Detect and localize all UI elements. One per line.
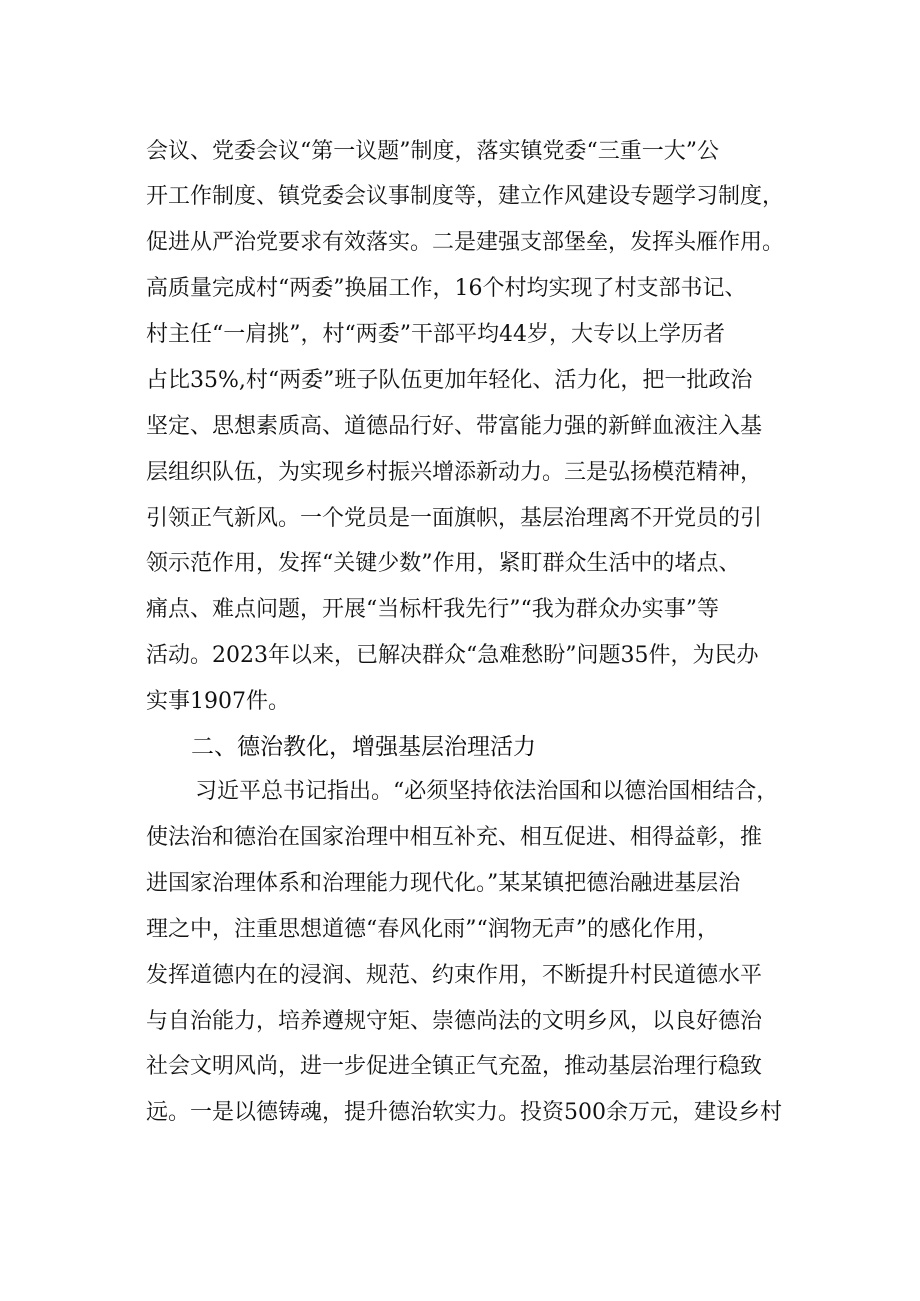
paragraph1-line-3: 促进从严治党要求有效落实。二是建强支部堡垒，发挥头雁作用。 [146,230,785,255]
paragraph1-line-10: 领示范作用，发挥“关键少数”作用，紧盯群众生活中的堵点、 [146,551,741,576]
paragraph2-line-5: 发挥道德内在的浸润、规范、约束作用，不断提升村民道德水平 [146,963,763,988]
paragraph1-line-6: 占比35%,村“两委”班子队伍更加年轻化、活力化，把一批政治 [146,368,753,393]
paragraph2-line-7: 社会文明风尚，进一步促进全镇正气充盈，推动基层治理行稳致 [146,1054,763,1079]
paragraph1-line-5: 村主任“一肩挑”，村“两委”干部平均44岁，大专以上学历者 [146,322,725,347]
paragraph1-line-7: 坚定、思想素质高、道德品行好、带富能力强的新鲜血液注入基 [146,414,763,439]
paragraph1-line-1: 会议、党委会议“第一议题”制度，落实镇党委“三重一大”公 [146,139,719,164]
paragraph1-line-13: 实事1907件。 [146,689,290,714]
paragraph2-line-1: 习近平总书记指出。“必须坚持依法治国和以德治国相结合， [195,779,779,804]
paragraph2-line-4: 理之中，注重思想道德“春风化雨”“润物无声”的感化作用， [146,917,719,942]
section-heading: 二、德治教化，增强基层治理活力 [191,734,536,760]
paragraph1-line-9: 引领正气新风。一个党员是一面旗帜，基层治理离不开党员的引 [146,506,763,531]
paragraph1-line-11: 痛点、难点问题，开展“当标杆我先行”“我为群众办实事”等 [146,597,719,622]
paragraph1-line-8: 层组织队伍，为实现乡村振兴增添新动力。三是弘扬模范精神， [146,460,763,485]
paragraph1-line-2: 开工作制度、镇党委会议事制度等，建立作风建设专题学习制度， [146,184,785,209]
paragraph2-line-6: 与自治能力，培养遵规守矩、崇德尚法的文明乡风，以良好德治 [146,1009,763,1034]
paragraph2-line-2: 使法治和德治在国家治理中相互补充、相互促进、相得益彰，推 [146,825,763,850]
paragraph2-line-3: 进国家治理体系和治理能力现代化。”某某镇把德治融进基层治 [146,871,741,896]
paragraph2-line-8: 远。一是以德铸魂，提升德治软实力。投资500余万元，建设乡村 [146,1100,782,1125]
paragraph1-line-12: 活动。2023年以来，已解决群众“急难愁盼”问题35件，为民办 [146,643,759,668]
paragraph1-line-4: 高质量完成村“两委”换届工作，16个村均实现了村支部书记、 [146,276,747,301]
